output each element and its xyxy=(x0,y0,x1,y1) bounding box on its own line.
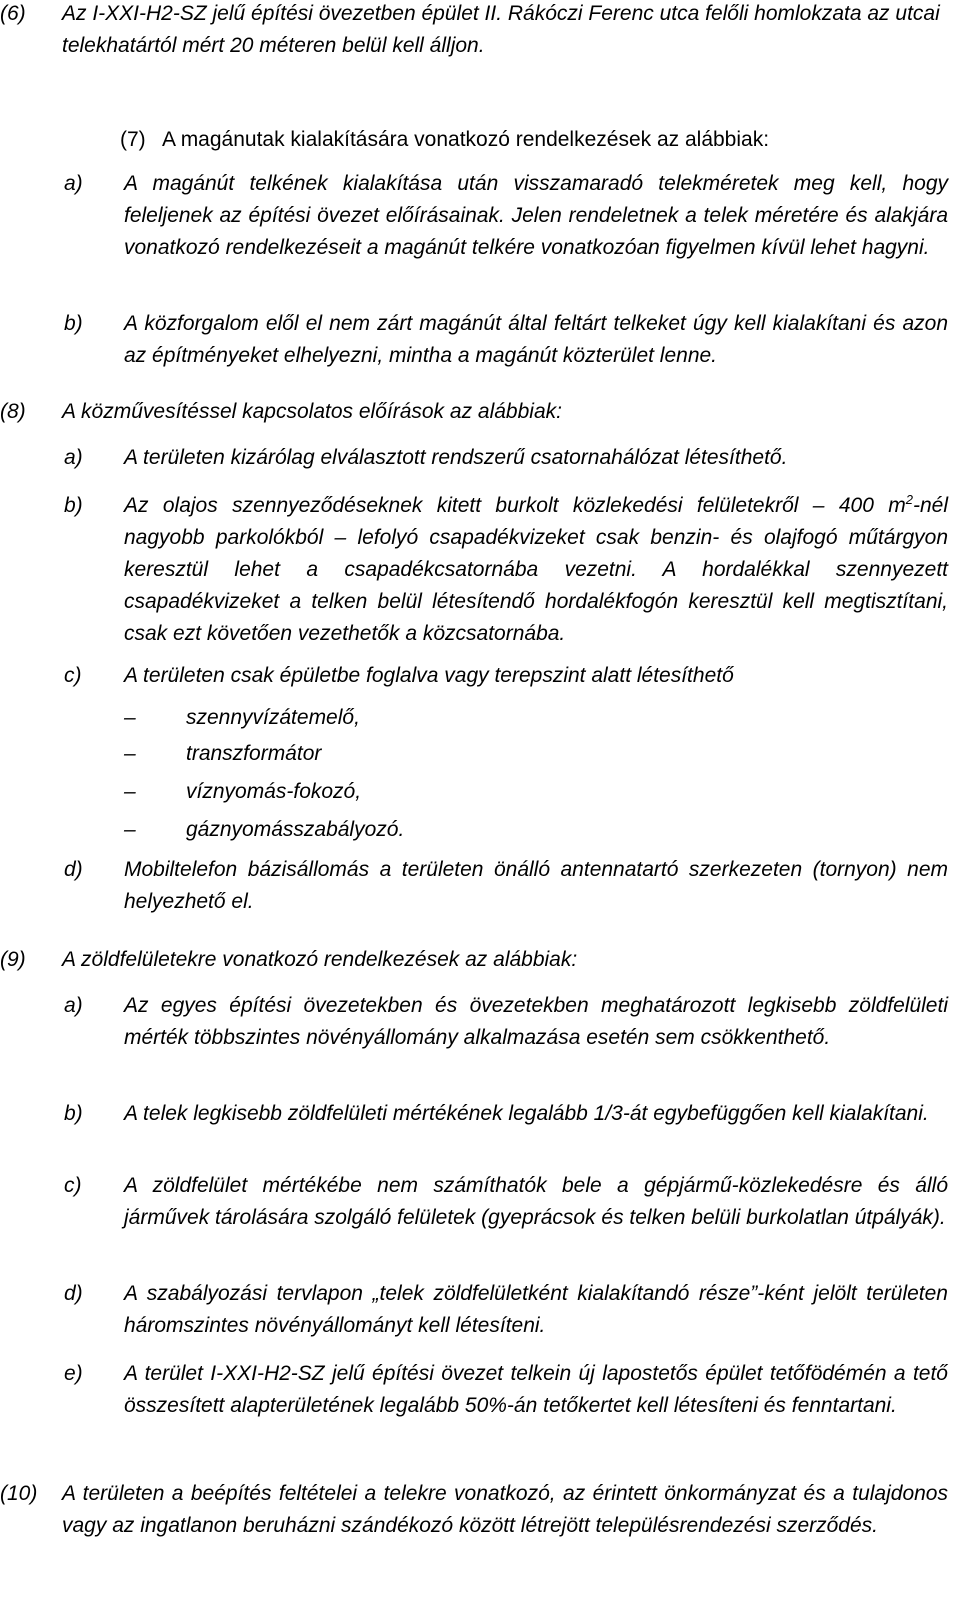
paragraph-number: (10) xyxy=(0,1482,38,1505)
paragraph-text: A területen a beépítés feltételei a telekre vonatkozó, az érintett önkormányzat és a tulajdonos vagy az ingatlanon beruházni szándékozó között létrejött településrendezési szerződés. xyxy=(62,1482,948,1537)
paragraph-text: A közművesítéssel kapcsolatos előírások az alábbiak: xyxy=(62,400,562,423)
paragraph-9 xyxy=(0,944,948,976)
dash-list-item xyxy=(124,814,948,846)
paragraph-text: Az I-XXI-H2-SZ jelű építési övezetben épület II. Rákóczi Ferenc utca felőli homlokzata az utcai telekhatártól mért 20 méteren belül kell álljon. xyxy=(62,2,940,57)
item-label: a) xyxy=(64,172,83,195)
dash-list-item xyxy=(124,702,948,734)
paragraph-9-item-a xyxy=(0,990,948,1086)
paragraph-8-item-b xyxy=(0,490,948,650)
paragraph-7-item-a xyxy=(0,168,948,296)
item-label: a) xyxy=(64,446,83,469)
dash-list-text: víznyomás-fokozó, xyxy=(186,780,362,803)
item-label: d) xyxy=(64,1282,83,1305)
paragraph-8-item-d xyxy=(0,854,948,918)
item-text: A zöldfelület mértékébe nem számíthatók bele a gépjármű-közlekedésre és álló járművek tárolására szolgáló felületek (gyeprácsok és telken belüli burkolatlan útpályák). xyxy=(124,1174,948,1229)
paragraph-9-item-e xyxy=(0,1358,948,1454)
dash-list-text: transzformátor xyxy=(186,742,322,765)
paragraph-9-item-b xyxy=(0,1098,948,1162)
paragraph-number: (8) xyxy=(0,400,26,423)
dash-bullet: – xyxy=(124,742,136,765)
paragraph-8-item-c xyxy=(0,660,948,692)
item-text: A szabályozási tervlapon „telek zöldfelületként kialakítandó része”-ként jelölt területen háromszintes növényállományt kell létesíteni. xyxy=(124,1282,948,1337)
superscript: 2 xyxy=(905,492,913,507)
item-label: a) xyxy=(64,994,83,1017)
paragraph-text: A zöldfelületekre vonatkozó rendelkezések az alábbiak: xyxy=(62,948,578,971)
paragraph-number: (6) xyxy=(0,2,26,25)
paragraph-number: (9) xyxy=(0,948,26,971)
paragraph-9-item-d xyxy=(0,1278,948,1342)
dash-bullet: – xyxy=(124,706,136,729)
dash-list-item xyxy=(124,738,948,770)
paragraph-6 xyxy=(0,0,948,62)
dash-list-text: gáznyomásszabályozó. xyxy=(186,818,405,841)
item-label: b) xyxy=(64,1102,83,1125)
item-label: c) xyxy=(64,1174,82,1197)
item-text xyxy=(124,490,948,650)
dash-list-text: szennyvízátemelő, xyxy=(186,706,360,729)
item-text: A telek legkisebb zöldfelületi mértékének legalább 1/3-át egybefüggően kell kialakítani. xyxy=(124,1102,929,1125)
item-label: d) xyxy=(64,858,83,881)
item-text: A magánút telkének kialakítása után visszamaradó telekméretek meg kell, hogy feleljenek az építési övezet előírásainak. Jelen rendeletnek a telek méretére és alakjára vonatkozó rendelkezéseit a magánút telkére vonatkozóan figyelmen kívül lehet hagyni. xyxy=(124,172,948,259)
item-text-part: -nél nagyobb parkolókból – lefolyó csapadékvizeket csak benzin- és olajfogó műtárgyon keresztül lehet a csapadékcsatornába vezetni. A hordalékkal szennyezett csapadékvizeket a telken belül létesítendő hordalékfogón keresztül kell megtisztítani, csak ezt követően vezethetők a közcsatornába. xyxy=(124,494,948,645)
dash-bullet: – xyxy=(124,818,136,841)
paragraph-7-title: (7) A magánutak kialakítására vonatkozó rendelkezések az alábbiak: xyxy=(120,128,770,151)
dash-list-item xyxy=(124,776,948,808)
paragraph-9-item-c xyxy=(0,1170,948,1266)
item-text: Az egyes építési övezetekben és övezetekben meghatározott legkisebb zöldfelületi mérték többszintes növényállomány alkalmazása esetén sem csökkenthető. xyxy=(124,994,948,1049)
item-label: b) xyxy=(64,312,83,335)
paragraph-8-item-a xyxy=(0,442,948,474)
item-text: A területen kizárólag elválasztott rendszerű csatornahálózat létesíthető. xyxy=(124,446,788,469)
item-label: c) xyxy=(64,664,82,687)
paragraph-7-item-b xyxy=(0,308,948,372)
item-text: A területen csak épületbe foglalva vagy terepszint alatt létesíthető xyxy=(124,664,734,687)
item-text: A terület I-XXI-H2-SZ jelű építési övezet telkein új lapostetős épület tetőfödémén a tető összesített alapterületének legalább 50%-án tetőkertet kell létesíteni és fenntartani. xyxy=(124,1362,948,1417)
item-text: A közforgalom elől el nem zárt magánút által feltárt telkeket úgy kell kialakítani és azon az építményeket elhelyezni, mintha a magánút közterület lenne. xyxy=(124,312,948,367)
item-text: Mobiltelefon bázisállomás a területen önálló antennatartó szerkezeten (tornyon) nem helyezhető el. xyxy=(124,858,948,913)
item-label: b) xyxy=(64,494,83,517)
item-text-part: Az olajos szennyeződéseknek kitett burkolt közlekedési felületekről – 400 m xyxy=(124,494,906,517)
item-label: e) xyxy=(64,1362,83,1385)
paragraph-10 xyxy=(0,1478,948,1574)
dash-bullet: – xyxy=(124,780,136,803)
paragraph-8 xyxy=(0,396,948,428)
